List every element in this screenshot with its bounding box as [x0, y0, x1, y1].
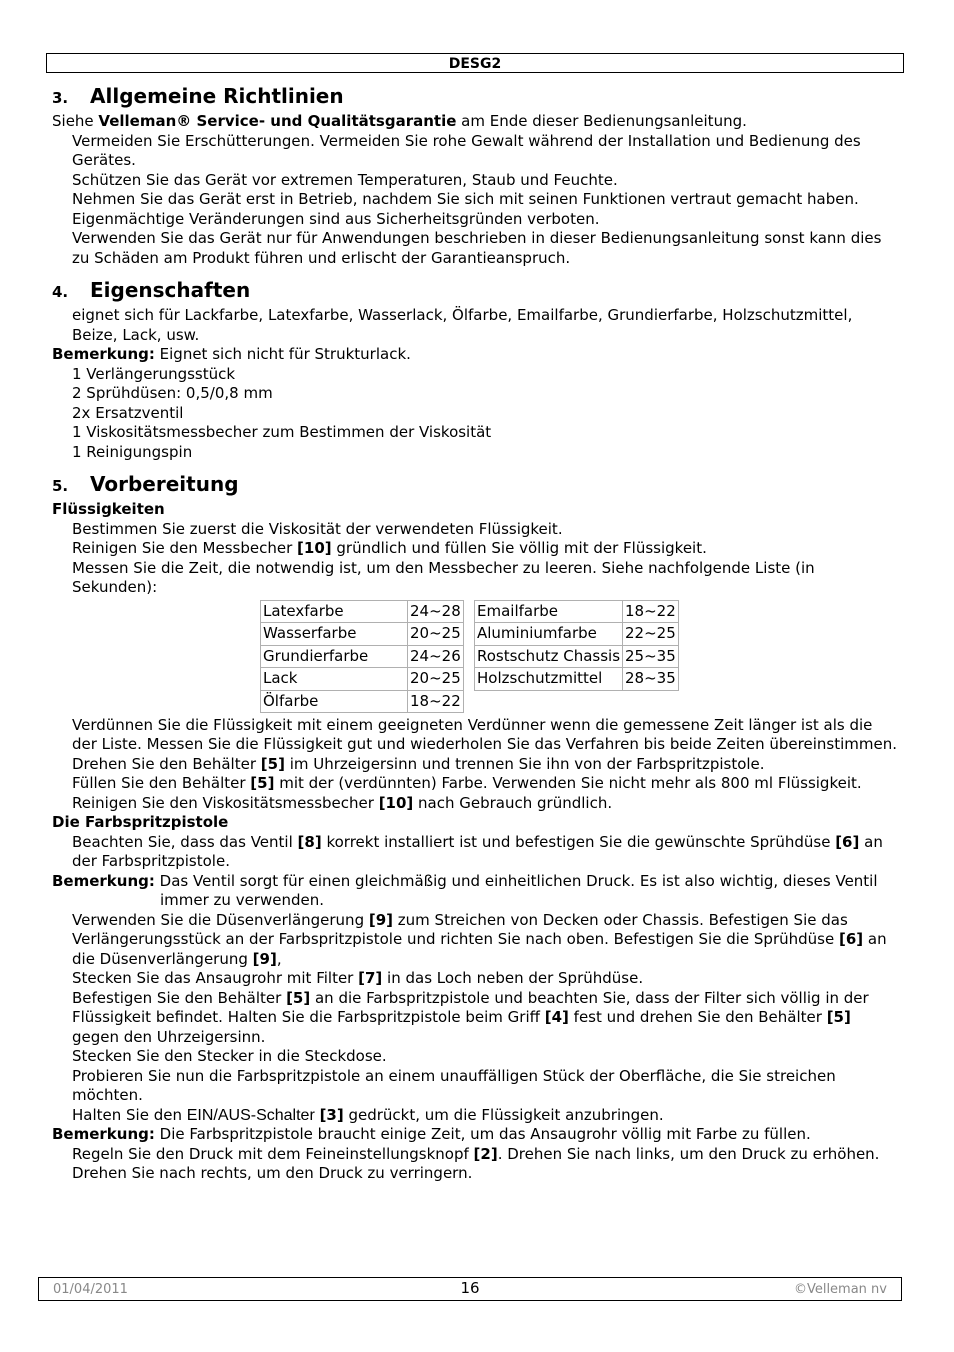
intro-paragraph — [52, 112, 900, 132]
list-item: Messen Sie die Zeit, die notwendig ist, um den Messbecher zu leeren. Siehe nachfolgende Liste (in Sekunden): — [72, 558, 815, 596]
viscosity-tables — [52, 600, 900, 716]
intro-text: Siehe — [52, 112, 99, 130]
list-item: Füllen Sie den Behälter [5] mit der (verdünnten) Farbe. Verwenden Sie nicht mehr als 800 ml Flüssigkeit. — [72, 774, 862, 792]
page-number: 16 — [460, 1279, 480, 1297]
list-item: Verdünnen Sie die Flüssigkeit mit einem geeigneten Verdünner wenn die gemessene Zeit länger ist als die der Liste. Messen Sie die Flüssigkeit gut und wiederholen Sie das Verfahren bis beide Zeiten übereinstimmen. — [72, 715, 897, 753]
note-label: Bemerkung: — [52, 345, 155, 363]
intro-text: am Ende dieser Bedienungsanleitung. — [456, 112, 747, 130]
list-item: Drehen Sie den Behälter [5] im Uhrzeigersinn und trennen Sie ihn von der Farbspritzpistole. — [72, 754, 765, 773]
list-item: Reinigen Sie den Messbecher [10] gründlich und füllen Sie völlig mit der Flüssigkeit. — [72, 539, 707, 557]
table-row: Latexfarbe 24~28 — [261, 600, 464, 623]
viscosity-table-right — [474, 600, 679, 691]
list-item: Beachten Sie, dass das Ventil [8] korrekt installiert ist und befestigen Sie die gewünschte Sprühdüse [6] an der Farbspritzpistole. — [72, 832, 883, 870]
list-item: Verwenden Sie das Gerät nur für Anwendungen beschrieben in dieser Bedienungsanleitung sonst kann dies zu Schäden am Produkt führen und erlischt der Garantieanspruch. — [72, 229, 882, 267]
page-header — [46, 53, 904, 73]
section-title: Allgemeine Richtlinien — [90, 84, 344, 108]
note-text: Eignet sich nicht für Strukturlack. — [154, 345, 411, 363]
note: Bemerkung: Das Ventil sorgt für einen gleichmäßig und einheitlichen Druck. Es ist also wichtig, dieses Ventil immer zu verwenden. — [52, 871, 878, 909]
model-name: DESG2 — [448, 56, 502, 72]
warranty-reference: Velleman® Service- und Qualitätsgarantie — [98, 112, 457, 130]
page-footer — [38, 1277, 902, 1301]
list-item: Reinigen Sie den Viskositätsmessbecher [10] nach Gebrauch gründlich. — [72, 793, 613, 812]
list-item: Stecken Sie den Stecker in die Steckdose. — [72, 1047, 387, 1065]
list-item: Bestimmen Sie zuerst die Viskosität der verwendeten Flüssigkeit. — [72, 519, 563, 538]
section-5-heading — [52, 470, 900, 500]
document-body — [52, 82, 900, 1184]
section-number: 4. — [52, 283, 69, 301]
list-item: 1 Verlängerungsstück — [72, 364, 236, 383]
table-row: Aluminiumfarbe 22~25 — [475, 623, 679, 646]
section-title: Vorbereitung — [90, 472, 239, 496]
footer-date: 01/04/2011 — [53, 1282, 128, 1297]
table-row: Wasserfarbe 20~25 — [261, 623, 464, 646]
section-number: 5. — [52, 477, 69, 495]
section-4-heading — [52, 276, 900, 306]
list-item: Regeln Sie den Druck mit dem Feineinstellungsknopf [2]. Drehen Sie nach links, um den Druck zu erhöhen. Drehen Sie nach rechts, um den Druck zu verringern. — [72, 1144, 880, 1182]
section-title: Eigenschaften — [90, 278, 251, 302]
list-item: Befestigen Sie den Behälter [5] an die Farbspritzpistole und beachten Sie, dass der Filter sich völlig in der Flüssigkeit befindet. Halten Sie die Farbspritzpistole beim Griff [4] fest und drehen Sie den Behälter [5] gegen den Uhrzeigersinn. — [72, 988, 869, 1046]
table-row: Holzschutzmittel 28~35 — [475, 668, 679, 691]
list-item: Vermeiden Sie Erschütterungen. Vermeiden Sie rohe Gewalt während der Installation und Bedienung des Gerätes. — [72, 131, 861, 169]
note: Bemerkung: Die Farbspritzpistole braucht einige Zeit, um das Ansaugrohr völlig mit Farbe zu füllen. — [52, 1125, 811, 1143]
list-item: Halten Sie den EIN/AUS-Schalter [3] gedrückt, um die Flüssigkeit anzubringen. — [72, 1105, 664, 1124]
list-item: Eigenmächtige Veränderungen sind aus Sicherheitsgründen verboten. — [72, 209, 600, 228]
table-row: Lack 20~25 — [261, 668, 464, 691]
note — [52, 345, 900, 365]
list-item: Stecken Sie das Ansaugrohr mit Filter [7] in das Loch neben der Sprühdüse. — [72, 969, 644, 987]
list-item: 1 Reinigungspin — [72, 442, 193, 461]
list-item: 2x Ersatzventil — [72, 403, 184, 422]
list-item: Schützen Sie das Gerät vor extremen Temperaturen, Staub und Feuchte. — [72, 170, 618, 189]
table-row: Grundierfarbe 24~26 — [261, 645, 464, 668]
list-item: eignet sich für Lackfarbe, Latexfarbe, Wasserlack, Ölfarbe, Emailfarbe, Grundierfarbe, Holzschutzmittel, Beize, Lack, usw. — [72, 306, 853, 344]
table-row: Emailfarbe 18~22 — [475, 600, 679, 623]
list-item: 1 Viskositätsmessbecher zum Bestimmen der Viskosität — [72, 423, 492, 441]
subheading-fluids: Flüssigkeiten — [52, 500, 165, 518]
list-item: Verwenden Sie die Düsenverlängerung [9] zum Streichen von Decken oder Chassis. Befestigen Sie das Verlängerungsstück an der Farbspritzpistole und richten Sie nach oben. Befestigen Sie die Sprühdüse [6] an die Düsenverlängerung [9], — [72, 910, 887, 968]
list-item: Probieren Sie nun die Farbspritzpistole an einem unauffälligen Stück der Oberfläche, die Sie streichen möchten. — [72, 1066, 836, 1104]
table-row: Rostschutz Chassis 25~35 — [475, 645, 679, 668]
footer-copyright: ©Velleman nv — [793, 1282, 887, 1297]
section-3-heading — [52, 82, 900, 112]
list-item: 2 Sprühdüsen: 0,5/0,8 mm — [72, 384, 273, 402]
list-item: Nehmen Sie das Gerät erst in Betrieb, nachdem Sie sich mit seinen Funktionen vertraut gemacht haben. — [72, 190, 859, 208]
viscosity-table-left — [260, 600, 464, 714]
subheading-spray-gun: Die Farbspritzpistole — [52, 813, 229, 831]
table-row: Ölfarbe 18~22 — [261, 690, 464, 713]
section-number: 3. — [52, 89, 69, 107]
